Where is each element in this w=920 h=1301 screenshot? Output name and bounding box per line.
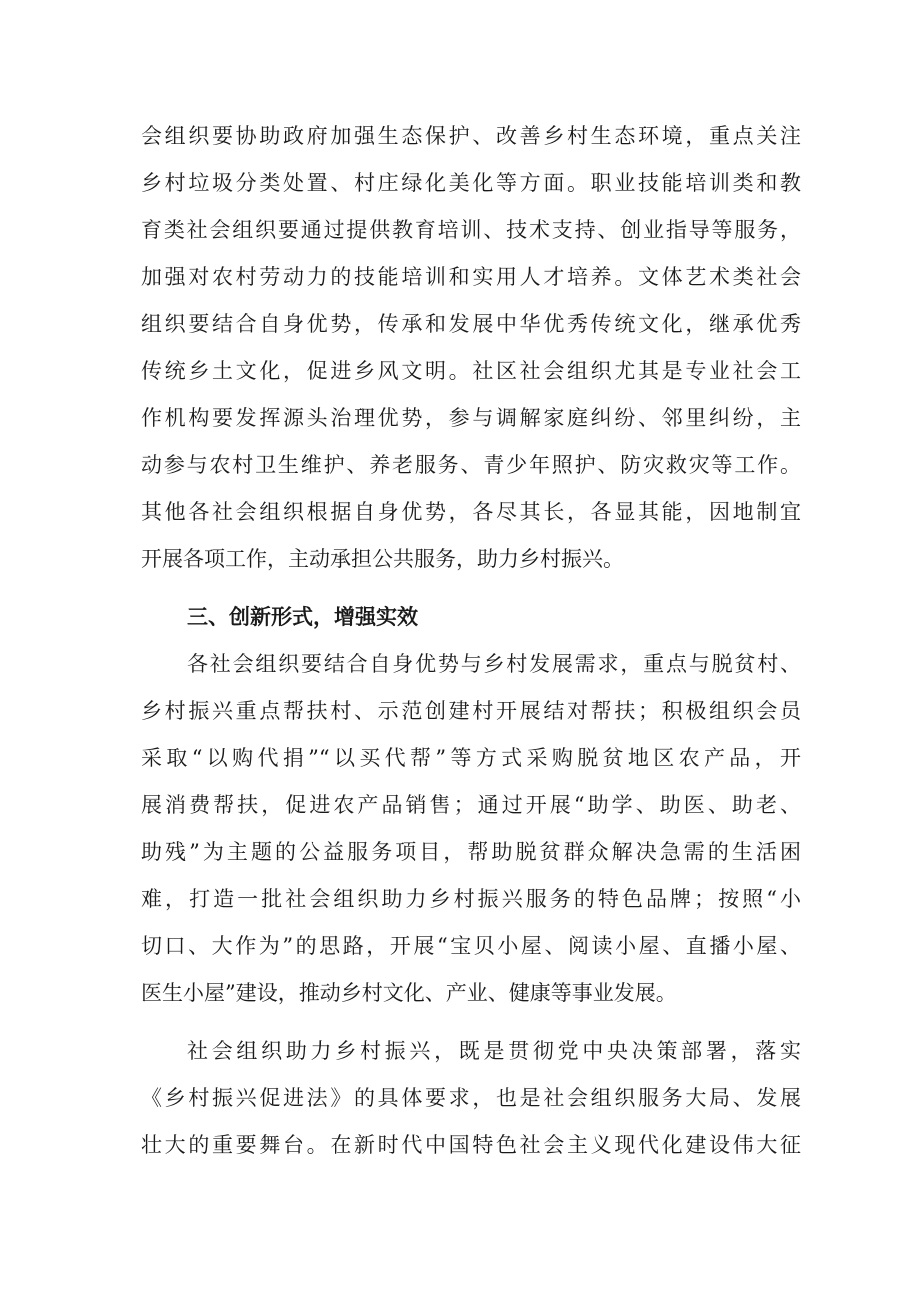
paragraph-line: 社会组织助力乡村振兴，既是贯彻党中央决策部署，落实: [187, 1039, 801, 1063]
paragraph-line: 展消费帮扶，促进农产品销售；通过开展“助学、助医、助老、: [141, 793, 801, 817]
paragraph-line: 助残”为主题的公益服务项目，帮助脱贫群众解决急需的生活困: [141, 840, 801, 864]
paragraph-line: 《乡村振兴促进法》的具体要求，也是社会组织服务大局、发展: [141, 1086, 801, 1110]
paragraph-line: 乡村振兴重点帮扶村、示范创建村开展结对帮扶；积极组织会员: [141, 699, 801, 723]
paragraph-line: 采取“以购代捐”“以买代帮”等方式采购脱贫地区农产品，开: [141, 746, 801, 770]
paragraph-line: 动参与农村卫生维护、养老服务、青少年照护、防灾救灾等工作。: [141, 453, 801, 477]
paragraph-line: 壮大的重要舞台。在新时代中国特色社会主义现代化建设伟大征: [141, 1133, 801, 1157]
paragraph-line: 传统乡土文化，促进乡风文明。社区社会组织尤其是专业社会工: [141, 359, 801, 383]
paragraph-line: 组织要结合自身优势，传承和发展中华优秀传统文化，继承优秀: [141, 312, 801, 336]
paragraph-line: 医生小屋”建设，推动乡村文化、产业、健康等事业发展。: [141, 981, 677, 1005]
paragraph-line: 各社会组织要结合自身优势与乡村发展需求，重点与脱贫村、: [187, 652, 801, 676]
section-heading: 三、创新形式，增强实效: [187, 605, 418, 629]
paragraph-line: 切口、大作为”的思路，开展“宝贝小屋、阅读小屋、直播小屋、: [141, 934, 801, 958]
paragraph-line: 会组织要协助政府加强生态保护、改善乡村生态环境，重点关注: [141, 124, 801, 148]
paragraph-line: 开展各项工作，主动承担公共服务，助力乡村振兴。: [141, 547, 624, 571]
paragraph-line: 育类社会组织要通过提供教育培训、技术支持、创业指导等服务，: [141, 218, 801, 242]
paragraph-line: 作机构要发挥源头治理优势，参与调解家庭纠纷、邻里纠纷，主: [141, 406, 801, 430]
paragraph-line: 难，打造一批社会组织助力乡村振兴服务的特色品牌；按照“小: [141, 887, 801, 911]
paragraph-line: 其他各社会组织根据自身优势，各尽其长，各显其能，因地制宜: [141, 500, 801, 524]
paragraph-line: 加强对农村劳动力的技能培训和实用人才培养。文体艺术类社会: [141, 265, 801, 289]
paragraph-line: 乡村垃圾分类处置、村庄绿化美化等方面。职业技能培训类和教: [141, 171, 801, 195]
